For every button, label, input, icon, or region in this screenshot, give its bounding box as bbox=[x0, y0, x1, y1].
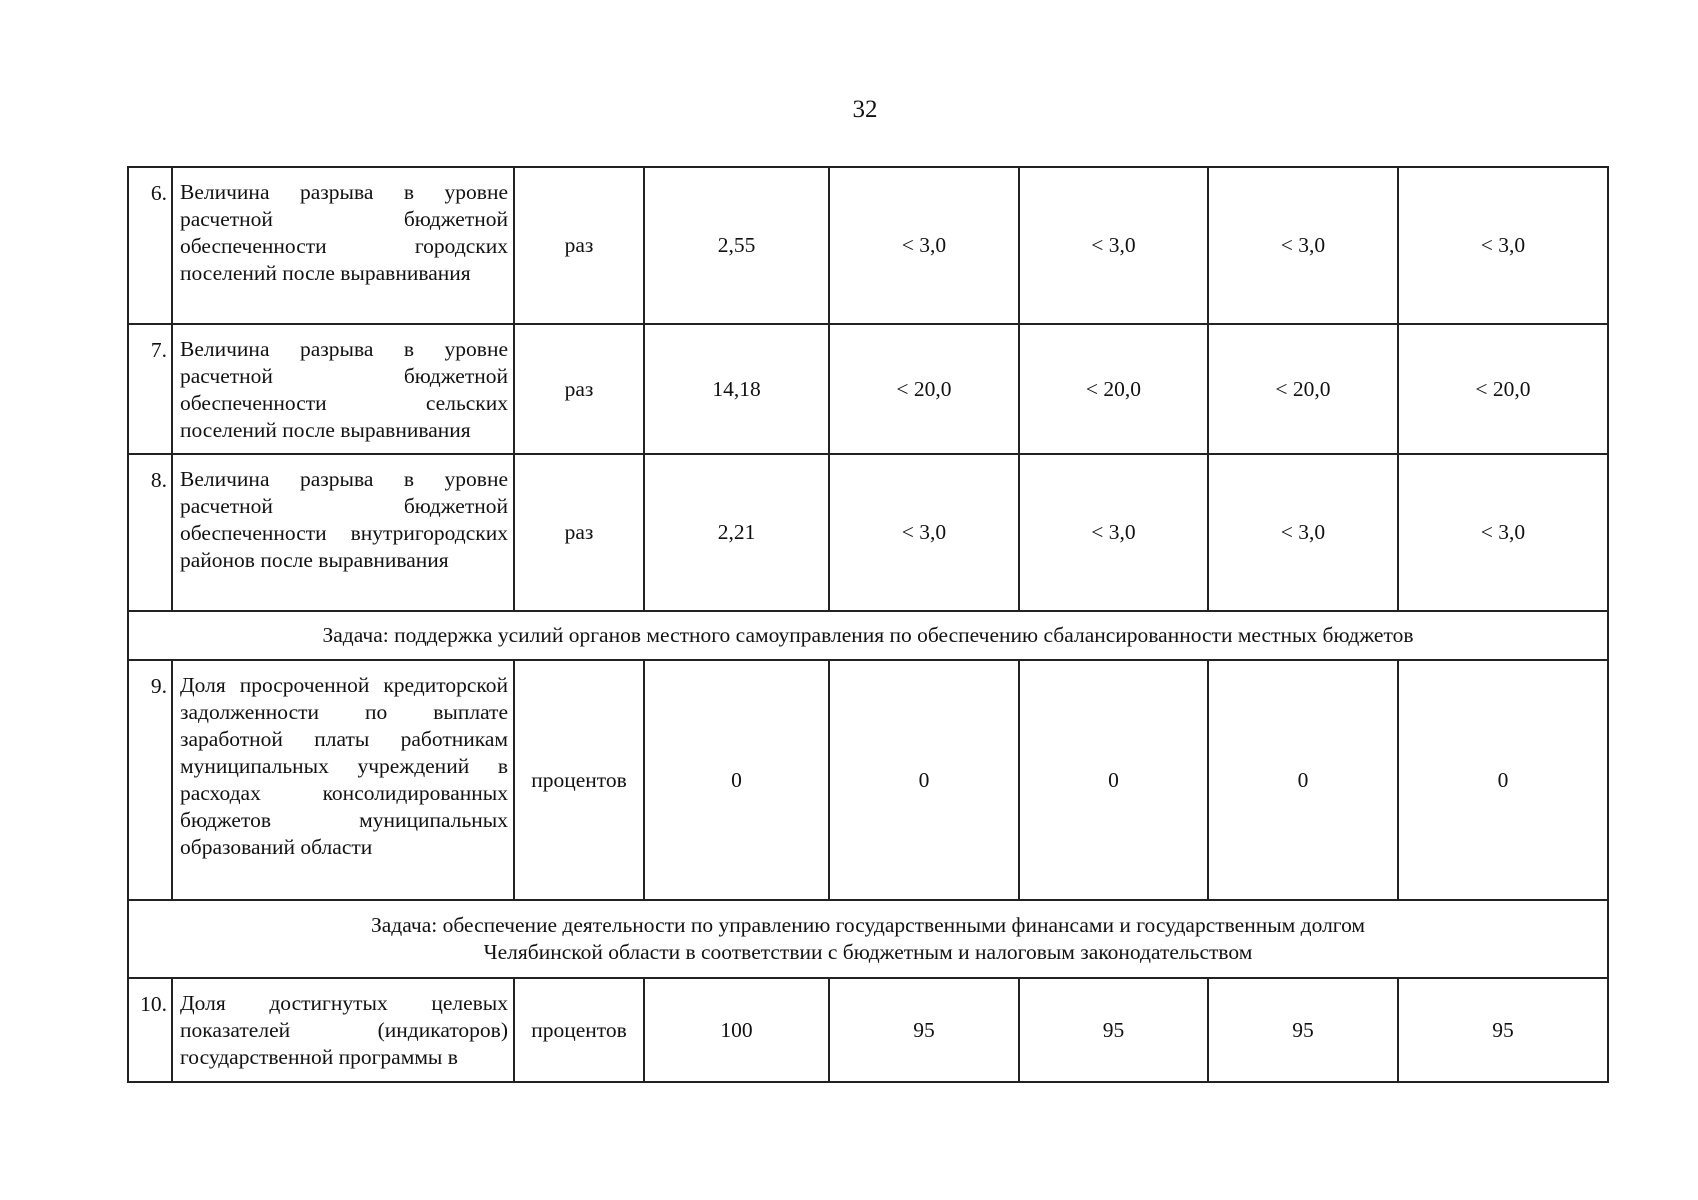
unit-cell: процентов bbox=[514, 660, 644, 900]
indicator-name: Доля достигнутых целевых показателей (индикаторов) государственной программы в bbox=[172, 978, 514, 1082]
indicator-name: Величина разрыва в уровне расчетной бюджетной обеспеченности внутригородских районов после выравнивания bbox=[172, 454, 514, 611]
value-cell: 14,18 bbox=[644, 324, 829, 454]
value-cell: 95 bbox=[1398, 978, 1608, 1082]
row-number: 7. bbox=[128, 324, 172, 454]
task-heading-line: Задача: обеспечение деятельности по управлению государственными финансами и государственным долгом bbox=[370, 913, 1366, 937]
task-heading bbox=[128, 900, 1608, 978]
indicator-name: Величина разрыва в уровне расчетной бюджетной обеспеченности городских поселений после выравнивания bbox=[172, 167, 514, 324]
value-cell: < 3,0 bbox=[1208, 454, 1398, 611]
table-row-indicator-9 bbox=[128, 660, 1608, 900]
value-cell: < 3,0 bbox=[1208, 167, 1398, 324]
unit-cell: раз bbox=[514, 167, 644, 324]
table-row-task bbox=[128, 900, 1608, 978]
value-cell: < 20,0 bbox=[1208, 324, 1398, 454]
unit-cell: процентов bbox=[514, 978, 644, 1082]
value-cell: 0 bbox=[1208, 660, 1398, 900]
row-number: 8. bbox=[128, 454, 172, 611]
row-number: 9. bbox=[128, 660, 172, 900]
value-cell: 0 bbox=[644, 660, 829, 900]
value-cell: 100 bbox=[644, 978, 829, 1082]
value-cell: < 3,0 bbox=[829, 167, 1019, 324]
value-cell: 95 bbox=[829, 978, 1019, 1082]
unit-cell: раз bbox=[514, 324, 644, 454]
value-cell: 2,21 bbox=[644, 454, 829, 611]
table-row-indicator-6 bbox=[128, 167, 1608, 324]
value-cell: < 3,0 bbox=[829, 454, 1019, 611]
row-number: 6. bbox=[128, 167, 172, 324]
unit-cell: раз bbox=[514, 454, 644, 611]
value-cell: 95 bbox=[1208, 978, 1398, 1082]
task-heading bbox=[128, 611, 1608, 660]
value-cell: 2,55 bbox=[644, 167, 829, 324]
table-row-task bbox=[128, 611, 1608, 660]
value-cell: 0 bbox=[829, 660, 1019, 900]
value-cell: 0 bbox=[1398, 660, 1608, 900]
value-cell: < 3,0 bbox=[1019, 454, 1208, 611]
task-heading-line: Задача: поддержка усилий органов местного самоуправления по обеспечению сбалансированности местных бюджетов bbox=[322, 623, 1414, 647]
table-row-indicator-8 bbox=[128, 454, 1608, 611]
value-cell: < 20,0 bbox=[1398, 324, 1608, 454]
value-cell: < 3,0 bbox=[1019, 167, 1208, 324]
value-cell: < 20,0 bbox=[829, 324, 1019, 454]
value-cell: < 3,0 bbox=[1398, 454, 1608, 611]
table-row-indicator-7 bbox=[128, 324, 1608, 454]
page-number: 32 bbox=[852, 96, 878, 123]
task-heading-line: Челябинской области в соответствии с бюджетным и налоговым законодательством bbox=[483, 940, 1253, 964]
table-row-indicator-10 bbox=[128, 978, 1608, 1082]
indicator-name: Доля просроченной кредиторской задолженности по выплате заработной платы работникам муниципальных учреждений в расходах консолидированных бюджетов муниципальных образований области bbox=[172, 660, 514, 900]
indicators-table bbox=[127, 166, 1609, 1083]
value-cell: 0 bbox=[1019, 660, 1208, 900]
indicator-name: Величина разрыва в уровне расчетной бюджетной обеспеченности сельских поселений после выравнивания bbox=[172, 324, 514, 454]
value-cell: < 20,0 bbox=[1019, 324, 1208, 454]
value-cell: 95 bbox=[1019, 978, 1208, 1082]
value-cell: < 3,0 bbox=[1398, 167, 1608, 324]
row-number: 10. bbox=[128, 978, 172, 1082]
